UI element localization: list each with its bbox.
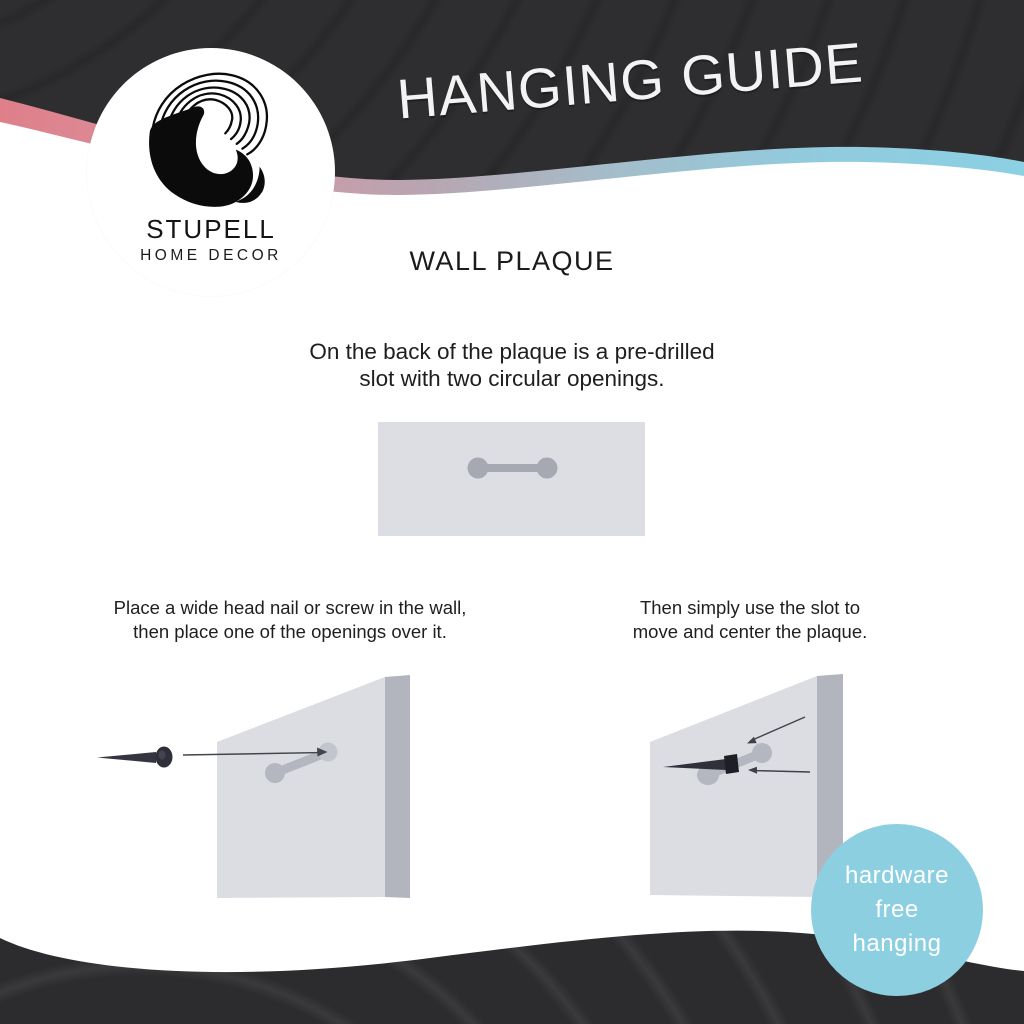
plaque-back-panel [378,422,645,536]
plaque-graphic [650,674,843,897]
brand-name: STUPELL [146,214,276,244]
nail-icon [97,747,173,768]
step-right-caption [560,596,940,644]
step-left-line-2: then place one of the openings over it. [133,621,447,642]
keyhole-diagram [378,422,645,536]
badge-line-1: hardware [844,862,950,889]
step-left-line-1: Place a wide head nail or screw in the wall, [113,597,467,618]
page-title: HANGING GUIDE [394,29,866,131]
step-right-line-2: move and center the plaque. [632,621,868,642]
step-left-illustration [80,665,425,910]
intro-line-1: On the back of the plaque is a pre-drilled [309,339,715,364]
intro-text [0,338,1024,392]
badge-line-3: hanging [852,930,942,957]
brand-tagline: HOME DECOR [140,247,282,264]
intro-line-2: slot with two circular openings. [359,366,665,391]
plaque-graphic [217,675,410,898]
stupell-s-swirl-icon [127,60,295,222]
step-right-line-1: Then simply use the slot to [639,597,861,618]
product-heading: WALL PLAQUE [409,246,615,276]
hardware-free-badge [811,824,983,996]
badge-line-2: free [875,896,919,923]
step-left-caption [70,596,510,644]
logo-badge [87,48,335,296]
